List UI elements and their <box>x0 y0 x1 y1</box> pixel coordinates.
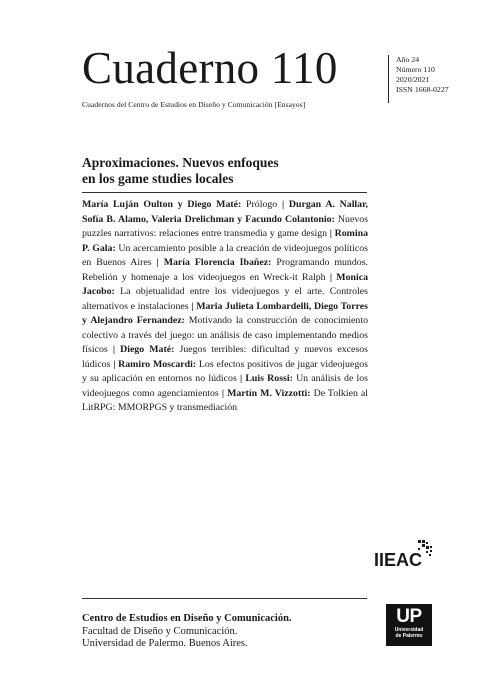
up-logo-line1: Universidad <box>394 627 424 633</box>
toc-title: Nuevos puzzles narrativos: relaciones entre transmedia y game design <box>82 213 368 239</box>
toc-author: Ramiro Moscardi: <box>118 358 197 370</box>
publisher-footer <box>82 613 292 651</box>
footer-line-3: Universidad de Palermo. Buenos Aires. <box>82 638 248 649</box>
iieac-logo <box>372 538 434 570</box>
toc-author: Durgan A. Nallar, Sofía B. Alamo, Valeria Drelichman y Facundo Colantonio: <box>82 199 369 225</box>
toc-title: Un acercamiento posible a la creación de videojuegos políticos en Buenos Aires <box>82 242 369 268</box>
toc-separator: | <box>110 358 119 370</box>
issue-year: Año 24 <box>396 55 420 64</box>
toc-separator: | <box>325 271 337 283</box>
toc-title: Juegos terribles: dificultad y nuevos excesos lúdicos <box>82 344 368 370</box>
toc-author: Monica Jacobo: <box>82 271 368 297</box>
bottom-divider <box>82 598 367 599</box>
vertical-divider <box>388 55 389 103</box>
toc-separator: | <box>327 228 335 239</box>
toc-entry <box>82 199 289 210</box>
issue-number: Número 110 <box>396 65 435 74</box>
footer-line-2: Facultad de Diseño y Comunicación. <box>82 625 238 637</box>
issue-info <box>396 55 449 95</box>
toc-title: De Tolkien al LitRPG: MMORPGS y transmediación <box>82 387 369 413</box>
toc-separator: | <box>107 344 121 355</box>
toc-author: Romina P. Gala: <box>82 228 368 254</box>
toc-separator: | <box>151 257 164 268</box>
toc-author: María Luján Oulton y Diego Maté: <box>82 199 242 210</box>
toc-title: Motivando la construcción de conocimiento colectivo a través del juego: un análisis de caso implementando medios físicos <box>82 315 368 355</box>
toc-separator: | <box>218 387 228 399</box>
toc-author: María Florencia Ibañez: <box>163 257 272 268</box>
toc-author: Maria Julieta Lombardelli, Diego Torres y Alejandro Fernandez: <box>82 300 368 326</box>
toc-author: Luis Rossi: <box>245 373 293 384</box>
issue-theme-title-line1: Aproximaciones. Nuevos enfoques <box>82 155 279 170</box>
toc-title: Programando mundos. Rebelión y homenaje a los videojuegos en Wreck-it Ralph <box>82 257 368 283</box>
table-of-contents <box>82 198 368 416</box>
toc-author: Diego Maté: <box>120 344 175 355</box>
toc-title: La objetualidad entre los videojuegos y el arte. Controles alternativos e instalaciones <box>82 286 368 312</box>
issue-theme-title <box>82 155 279 187</box>
toc-separator: | <box>188 300 197 312</box>
top-divider <box>82 192 367 193</box>
up-logo-mark: UP <box>396 606 422 627</box>
toc-separator: | <box>236 373 246 384</box>
issue-theme-title-line2: en los game studies locales <box>82 171 234 186</box>
toc-author: Martín M. Vizzotti: <box>227 387 311 399</box>
toc-title: Prólogo <box>241 199 278 210</box>
up-logo <box>386 604 432 646</box>
journal-subtitle: Cuadernos del Centro de Estudios en Diseño y Comunicación [Ensayos] <box>82 100 306 109</box>
up-logo-line2: de Palermo <box>395 633 423 639</box>
toc-title: Un análisis de los videojuegos como agenciamientos <box>82 373 369 399</box>
iieac-logo-icon <box>372 538 434 570</box>
issue-issn: ISSN 1668-0227 <box>396 85 449 94</box>
footer-line-1: Centro de Estudios en Diseño y Comunicación. <box>82 613 292 624</box>
toc-separator: | <box>277 199 289 210</box>
toc-title: Los efectos positivos de jugar videojuegos y su aplicación en entornos no lúdicos <box>82 358 368 384</box>
iieac-wordmark: IIEAC <box>374 550 423 570</box>
issue-period: 2020/2021 <box>396 75 430 84</box>
journal-title: Cuaderno 110 <box>82 43 338 93</box>
